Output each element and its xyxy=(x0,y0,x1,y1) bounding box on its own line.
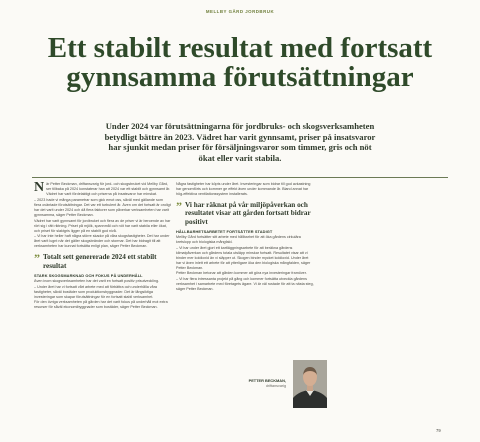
article-title: Ett stabilt resultat med fortsatt gynnsamma förutsättningar xyxy=(47,32,433,93)
drop-cap: N xyxy=(34,180,45,195)
subheading: STARK SKOGSMARKNAD OCH FOKUS PÅ UNDERHÅLL xyxy=(34,273,143,279)
portrait-image xyxy=(293,360,327,408)
paragraph: – Under året har vi fortsatt vårt arbete med att förbättra och underhålla våra fastigheter, såväl bostäder som produktionsbyggnader. Det är långsiktiga investeringar som skapar förutsättningar för en fortsatt stabil verksamhet. xyxy=(34,284,157,299)
pull-quote-text: Vi har räknat på vår miljöpåverkan och resultatet visar att gården fortsatt bidrar positivt xyxy=(185,201,311,226)
column-left xyxy=(34,182,171,311)
paragraph: – Vi har flera intressanta projekt på gång och kommer fortsätta utveckla gårdens verksamhet i samarbete med företagets ägare. Vi är väl rustade för att ta nästa steg, säger Petter Beckman. xyxy=(176,277,314,292)
author-name: PETTER BECKMAN, xyxy=(248,378,286,383)
paragraph: Mellby Gård fortsätter sitt arbete med hållbarhet för att öka gårdens cirkulära kretslopp och biologiska mångfald. xyxy=(176,234,301,244)
paragraph: är Petter Beckman, driftansvarig för jord- och skogsbruket vid Mellby Gård, ser tillbaka på 2024 konstaterar han att 2024 var ett stabilt och gynnsamt år. Vädret har varit fördelaktigt och priserna på insatsvaror har minskat. xyxy=(46,182,171,196)
author-portrait xyxy=(293,360,327,408)
quote-mark-icon: ” xyxy=(34,251,40,266)
paragraph: – 2023 hade vi många parametrar som gick emot oss, såväl med gällande som flera oväntade förutsättningar. Det var ett turbulent år. Även om det fortsatt är oroligt har det varit under 2024 och då flera faktorer som påverkar verksamheten har varit gynnsamma, säger Petter Beckman. xyxy=(34,197,171,217)
column-right xyxy=(176,182,314,293)
paragraph: – Vi har inte heller haft några större skador på våra skogsfastigheter. Det har under året varit lugnt när det gäller skogsbränder och stormar. Det har bidragit till att verksamheten har kunnat fortsätta enligt plan, säger Petter Beckman. xyxy=(34,234,170,249)
pull-quote xyxy=(34,253,171,270)
article-lead: Under 2024 var förutsättningarna för jordbruks- och skogsverksamheten betydligt bättre än 2023. Vädret har varit gynnsamt, priser på insatsvaror har sjunkit medan priser för försäljningsvaror som timmer, gris och nöt ökat eller varit stabila. xyxy=(104,121,376,163)
author-role: driftansvarig xyxy=(265,383,286,388)
subheading: HÅLLBARHETSARBETET FORTSÄTTER STADIGT xyxy=(176,229,273,235)
pull-quote xyxy=(176,201,314,226)
section-kicker: MELLBY GÅRD JORDBRUK xyxy=(205,9,275,14)
quote-mark-icon: ” xyxy=(176,199,182,213)
author-caption xyxy=(166,378,286,389)
divider xyxy=(32,177,448,178)
first-paragraph xyxy=(34,182,171,197)
paragraph: – Vi har under året gjort ett kartläggningsarbete för att beräkna gårdens klimatpåverkan och gårdens totala utsläpp minskar fortsatt. Resultatet visar att vi binder mer koldioxid än vi släpper ut. Skogen binder mycket koldioxid. Under året har vi även inlett ett arbete för att ytterligare öka den biologiska mångfalden, säger Petter Beckman. xyxy=(176,245,311,270)
page-number: 79 xyxy=(436,428,441,433)
paragraph: Petter Beckman betonar att gården kommer att göra nya investeringar framöver. xyxy=(176,271,307,276)
paragraph: Några fastigheter har köpts under året. Investeringar som bidrar till god avkastning har genomförts och kommer ge effekt även under kommande år. Bland annat har hög-effektiva ventilationssystem installerats. xyxy=(176,182,311,196)
paragraph: Även inom skogsverksamheten har det varit en fortsatt positiv prisutveckling. xyxy=(34,278,160,283)
paragraph: Vädret har varit gynnsamt för jordbruket och flera av de priser vi är beroende av har rört sig i rätt riktning. Priset på mjölk, spannmål och nöt har varit stabila eller ökat, och priset för slaktgris ligger på en stabilt god nivå. xyxy=(34,218,171,233)
paragraph: För den övriga verksamheten på gården har det varit fokus på underhåll mot extra resurser för såväl ekonomibyggnader som bostäder, säger Petter Beckman. xyxy=(34,300,168,310)
pull-quote-text: Totalt sett genererade 2024 ett stabilt resultat xyxy=(43,253,157,270)
